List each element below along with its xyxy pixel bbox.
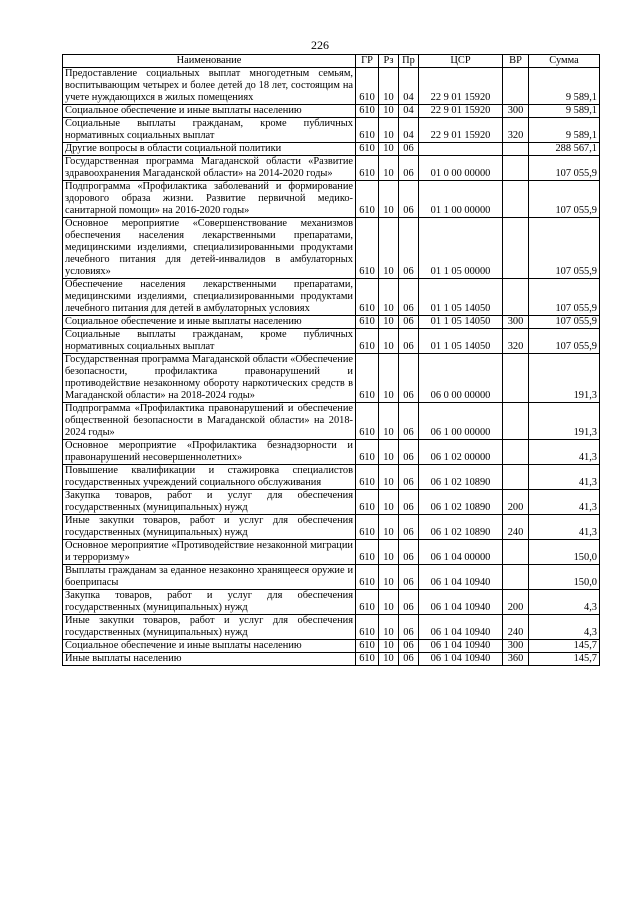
row-sum-cell: 41,3: [529, 490, 600, 515]
row-gr-cell: 610: [356, 316, 379, 329]
row-gr-cell: 610: [356, 279, 379, 316]
row-pr-cell: 04: [399, 68, 419, 105]
row-gr-cell: 610: [356, 490, 379, 515]
row-name-cell: Основное мероприятие «Противодействие незаконной миграции и терроризму»: [63, 540, 356, 565]
row-csr-cell: 06 1 04 00000: [419, 540, 503, 565]
header-csr: ЦСР: [419, 55, 503, 68]
row-rz-cell: 10: [379, 143, 399, 156]
row-pr-cell: 06: [399, 403, 419, 440]
row-vr-cell: [503, 540, 529, 565]
row-name-cell: Повышение квалификации и стажировка специалистов государственных учреждений социального обслуживания: [63, 465, 356, 490]
row-gr-cell: 610: [356, 118, 379, 143]
table-row: [63, 105, 600, 118]
row-name-cell: Выплаты гражданам за еданное незаконно хранящееся оружие и боеприпасы: [63, 565, 356, 590]
header-sum: Сумма: [529, 55, 600, 68]
table-row: [63, 68, 600, 105]
row-name-cell: Подпрограмма «Профилактика правонарушений и обеспечение общественной безопасности в Магаданской области» на 2018-2024 годы»: [63, 403, 356, 440]
row-sum-cell: 150,0: [529, 565, 600, 590]
row-gr-cell: 610: [356, 590, 379, 615]
row-gr-cell: 610: [356, 354, 379, 403]
row-rz-cell: 10: [379, 105, 399, 118]
row-sum-cell: 9 589,1: [529, 118, 600, 143]
table-row: [63, 465, 600, 490]
row-name-cell: Государственная программа Магаданской области «Развитие здравоохранения Магаданской области» на 2014-2020 годы»: [63, 156, 356, 181]
page-number: 226: [311, 38, 329, 52]
row-rz-cell: 10: [379, 329, 399, 354]
row-name-cell: Основное мероприятие «Профилактика безнадзорности и правонарушений несовершеннолетних»: [63, 440, 356, 465]
row-name-cell: Социальное обеспечение и иные выплаты населению: [63, 316, 356, 329]
row-sum-cell: 41,3: [529, 440, 600, 465]
row-pr-cell: 06: [399, 156, 419, 181]
row-vr-cell: 200: [503, 490, 529, 515]
row-rz-cell: 10: [379, 515, 399, 540]
row-vr-cell: [503, 565, 529, 590]
row-sum-cell: 107 055,9: [529, 218, 600, 279]
row-gr-cell: 610: [356, 329, 379, 354]
budget-table: [62, 54, 600, 666]
row-vr-cell: 240: [503, 515, 529, 540]
row-gr-cell: 610: [356, 615, 379, 640]
row-rz-cell: 10: [379, 590, 399, 615]
row-csr-cell: 22 9 01 15920: [419, 118, 503, 143]
table-row: [63, 218, 600, 279]
row-gr-cell: 610: [356, 653, 379, 666]
row-sum-cell: 107 055,9: [529, 279, 600, 316]
row-vr-cell: [503, 440, 529, 465]
row-gr-cell: 610: [356, 68, 379, 105]
table-row: [63, 316, 600, 329]
row-name-cell: Социальное обеспечение и иные выплаты населению: [63, 640, 356, 653]
row-vr-cell: 360: [503, 653, 529, 666]
row-name-cell: Иные закупки товаров, работ и услуг для обеспечения государственных (муниципальных) нужд: [63, 515, 356, 540]
row-vr-cell: [503, 354, 529, 403]
row-csr-cell: 01 1 05 14050: [419, 279, 503, 316]
table-row: [63, 515, 600, 540]
table-row: [63, 615, 600, 640]
row-name-cell: Государственная программа Магаданской области «Обеспечение безопасности, профилактика правонарушений и противодействие незаконному обороту наркотических средств в Магаданской области» на 2018-2024 годы»: [63, 354, 356, 403]
row-vr-cell: [503, 143, 529, 156]
row-rz-cell: 10: [379, 316, 399, 329]
table-row: [63, 156, 600, 181]
row-sum-cell: 41,3: [529, 515, 600, 540]
row-vr-cell: 300: [503, 640, 529, 653]
table-header-row: [63, 55, 600, 68]
row-vr-cell: [503, 279, 529, 316]
table-row: [63, 440, 600, 465]
row-pr-cell: 06: [399, 465, 419, 490]
row-pr-cell: 06: [399, 490, 419, 515]
row-pr-cell: 06: [399, 440, 419, 465]
table-row: [63, 653, 600, 666]
header-rz: Рз: [379, 55, 399, 68]
table-row: [63, 540, 600, 565]
row-sum-cell: 9 589,1: [529, 105, 600, 118]
row-csr-cell: 01 0 00 00000: [419, 156, 503, 181]
header-pr: Пр: [399, 55, 419, 68]
row-sum-cell: 4,3: [529, 615, 600, 640]
row-vr-cell: 200: [503, 590, 529, 615]
row-rz-cell: 10: [379, 68, 399, 105]
row-sum-cell: 4,3: [529, 590, 600, 615]
table-body: [63, 68, 600, 666]
row-csr-cell: 06 1 04 10940: [419, 615, 503, 640]
row-gr-cell: 610: [356, 565, 379, 590]
row-gr-cell: 610: [356, 440, 379, 465]
row-rz-cell: 10: [379, 279, 399, 316]
row-csr-cell: 06 1 00 00000: [419, 403, 503, 440]
row-pr-cell: 04: [399, 118, 419, 143]
row-sum-cell: 107 055,9: [529, 156, 600, 181]
row-rz-cell: 10: [379, 354, 399, 403]
row-vr-cell: [503, 156, 529, 181]
table-row: [63, 329, 600, 354]
row-gr-cell: 610: [356, 640, 379, 653]
row-vr-cell: 320: [503, 329, 529, 354]
row-csr-cell: 01 1 00 00000: [419, 181, 503, 218]
row-pr-cell: 06: [399, 316, 419, 329]
row-pr-cell: 06: [399, 615, 419, 640]
row-sum-cell: 9 589,1: [529, 68, 600, 105]
row-pr-cell: 06: [399, 218, 419, 279]
row-pr-cell: 06: [399, 590, 419, 615]
header-name: Наименование: [63, 55, 356, 68]
row-rz-cell: 10: [379, 640, 399, 653]
row-rz-cell: 10: [379, 565, 399, 590]
row-csr-cell: 06 1 04 10940: [419, 565, 503, 590]
row-sum-cell: 191,3: [529, 403, 600, 440]
row-gr-cell: 610: [356, 143, 379, 156]
row-csr-cell: 06 1 02 00000: [419, 440, 503, 465]
table-row: [63, 181, 600, 218]
table-row: [63, 118, 600, 143]
row-rz-cell: 10: [379, 218, 399, 279]
row-rz-cell: 10: [379, 653, 399, 666]
row-csr-cell: 06 1 04 10940: [419, 590, 503, 615]
row-name-cell: Социальное обеспечение и иные выплаты населению: [63, 105, 356, 118]
row-gr-cell: 610: [356, 156, 379, 181]
table-row: [63, 143, 600, 156]
row-pr-cell: 06: [399, 354, 419, 403]
row-sum-cell: 288 567,1: [529, 143, 600, 156]
row-pr-cell: 06: [399, 279, 419, 316]
row-csr-cell: 01 1 05 00000: [419, 218, 503, 279]
row-rz-cell: 10: [379, 156, 399, 181]
row-sum-cell: 107 055,9: [529, 181, 600, 218]
row-name-cell: Социальные выплаты гражданам, кроме публичных нормативных социальных выплат: [63, 329, 356, 354]
row-pr-cell: 06: [399, 653, 419, 666]
row-vr-cell: [503, 181, 529, 218]
row-rz-cell: 10: [379, 615, 399, 640]
row-csr-cell: 01 1 05 14050: [419, 329, 503, 354]
row-sum-cell: 107 055,9: [529, 329, 600, 354]
row-vr-cell: [503, 403, 529, 440]
row-pr-cell: 04: [399, 105, 419, 118]
header-gr: ГР: [356, 55, 379, 68]
row-vr-cell: 320: [503, 118, 529, 143]
row-gr-cell: 610: [356, 181, 379, 218]
table-row: [63, 590, 600, 615]
table-row: [63, 354, 600, 403]
row-rz-cell: 10: [379, 118, 399, 143]
header-vr: ВР: [503, 55, 529, 68]
row-csr-cell: 06 1 02 10890: [419, 490, 503, 515]
row-csr-cell: 22 9 01 15920: [419, 68, 503, 105]
row-sum-cell: 41,3: [529, 465, 600, 490]
row-csr-cell: 06 1 04 10940: [419, 653, 503, 666]
row-name-cell: Предоставление социальных выплат многодетным семьям, воспитывающим четырех и более детей до 18 лет, состоящим на учете нуждающихся в жилых помещениях: [63, 68, 356, 105]
row-gr-cell: 610: [356, 540, 379, 565]
row-vr-cell: 300: [503, 316, 529, 329]
row-csr-cell: 06 1 04 10940: [419, 640, 503, 653]
row-sum-cell: 145,7: [529, 640, 600, 653]
row-name-cell: Подпрограмма «Профилактика заболеваний и формирование здорового образа жизни. Развитие первичной медико-санитарной помощи» на 2016-2020 годы»: [63, 181, 356, 218]
row-vr-cell: [503, 68, 529, 105]
row-pr-cell: 06: [399, 515, 419, 540]
row-sum-cell: 107 055,9: [529, 316, 600, 329]
table-row: [63, 403, 600, 440]
table-row: [63, 565, 600, 590]
row-vr-cell: [503, 465, 529, 490]
row-csr-cell: 22 9 01 15920: [419, 105, 503, 118]
row-name-cell: Иные закупки товаров, работ и услуг для обеспечения государственных (муниципальных) нужд: [63, 615, 356, 640]
row-name-cell: Закупка товаров, работ и услуг для обеспечения государственных (муниципальных) нужд: [63, 590, 356, 615]
row-pr-cell: 06: [399, 540, 419, 565]
row-rz-cell: 10: [379, 465, 399, 490]
row-rz-cell: 10: [379, 403, 399, 440]
table-row: [63, 490, 600, 515]
row-rz-cell: 10: [379, 181, 399, 218]
row-csr-cell: 06 0 00 00000: [419, 354, 503, 403]
row-csr-cell: 06 1 02 10890: [419, 465, 503, 490]
row-rz-cell: 10: [379, 490, 399, 515]
row-gr-cell: 610: [356, 403, 379, 440]
row-pr-cell: 06: [399, 181, 419, 218]
row-vr-cell: 300: [503, 105, 529, 118]
row-gr-cell: 610: [356, 465, 379, 490]
row-name-cell: Иные выплаты населению: [63, 653, 356, 666]
row-rz-cell: 10: [379, 440, 399, 465]
row-csr-cell: 01 1 05 14050: [419, 316, 503, 329]
row-sum-cell: 150,0: [529, 540, 600, 565]
row-pr-cell: 06: [399, 640, 419, 653]
row-pr-cell: 06: [399, 565, 419, 590]
row-gr-cell: 610: [356, 218, 379, 279]
table-row: [63, 279, 600, 316]
row-gr-cell: 610: [356, 515, 379, 540]
row-pr-cell: 06: [399, 329, 419, 354]
row-name-cell: Другие вопросы в области социальной политики: [63, 143, 356, 156]
row-vr-cell: 240: [503, 615, 529, 640]
row-csr-cell: 06 1 02 10890: [419, 515, 503, 540]
row-pr-cell: 06: [399, 143, 419, 156]
row-gr-cell: 610: [356, 105, 379, 118]
row-sum-cell: 145,7: [529, 653, 600, 666]
row-csr-cell: [419, 143, 503, 156]
row-name-cell: Обеспечение населения лекарственными препаратами, медицинскими изделиями, специализированными продуктами лечебного питания для детей в амбулаторных условиях: [63, 279, 356, 316]
table-row: [63, 640, 600, 653]
row-name-cell: Социальные выплаты гражданам, кроме публичных нормативных социальных выплат: [63, 118, 356, 143]
row-sum-cell: 191,3: [529, 354, 600, 403]
row-rz-cell: 10: [379, 540, 399, 565]
row-vr-cell: [503, 218, 529, 279]
row-name-cell: Основное мероприятие «Совершенствование механизмов обеспечения населения лекарственными препаратами, медицинскими изделиями, специализированными продуктами лечебного питания для детей-инвалидов в амбулаторных условиях»: [63, 218, 356, 279]
row-name-cell: Закупка товаров, работ и услуг для обеспечения государственных (муниципальных) нужд: [63, 490, 356, 515]
